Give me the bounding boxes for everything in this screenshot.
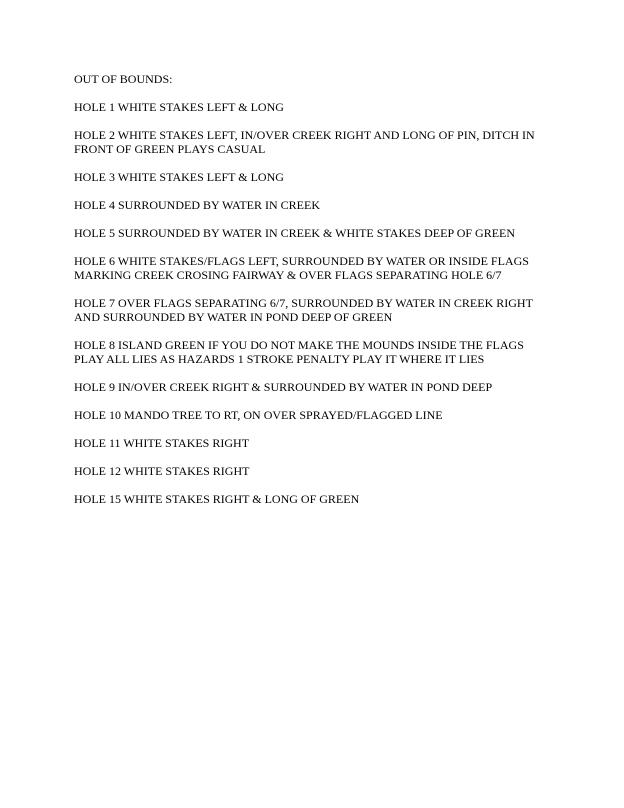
rule-text-line: HOLE 11 WHITE STAKES RIGHT [74, 436, 250, 450]
rule-text-line: HOLE 10 MANDO TREE TO RT, ON OVER SPRAYED/FLAGGED LINE [74, 408, 443, 422]
rule-text-line: HOLE 9 IN/OVER CREEK RIGHT & SURROUNDED BY WATER IN POND DEEP [74, 380, 493, 394]
document-body [74, 72, 574, 520]
rule-text-line: MARKING CREEK CROSING FAIRWAY & OVER FLAGS SEPARATING HOLE 6/7 [74, 268, 502, 282]
rules-list [74, 100, 574, 506]
rule-text-line: HOLE 2 WHITE STAKES LEFT, IN/OVER CREEK RIGHT AND LONG OF PIN, DITCH IN [74, 128, 535, 142]
page-title: OUT OF BOUNDS: [74, 72, 173, 86]
rule-text-line: AND SURROUNDED BY WATER IN POND DEEP OF GREEN [74, 310, 393, 324]
list-item [74, 380, 574, 394]
list-item [74, 226, 574, 240]
list-item [74, 100, 574, 114]
rule-text-line: HOLE 12 WHITE STAKES RIGHT [74, 464, 250, 478]
list-item [74, 464, 574, 478]
list-item [74, 296, 574, 324]
list-item [74, 170, 574, 184]
list-item [74, 338, 574, 366]
rule-text-line: PLAY ALL LIES AS HAZARDS 1 STROKE PENALTY PLAY IT WHERE IT LIES [74, 352, 485, 366]
list-item [74, 254, 574, 282]
rule-text-line: HOLE 3 WHITE STAKES LEFT & LONG [74, 170, 284, 184]
rule-text-line: HOLE 5 SURROUNDED BY WATER IN CREEK & WHITE STAKES DEEP OF GREEN [74, 226, 516, 240]
rule-text-line: HOLE 1 WHITE STAKES LEFT & LONG [74, 100, 284, 114]
rule-text-line: HOLE 7 OVER FLAGS SEPARATING 6/7, SURROUNDED BY WATER IN CREEK RIGHT [74, 296, 533, 310]
rule-text-line: HOLE 8 ISLAND GREEN IF YOU DO NOT MAKE THE MOUNDS INSIDE THE FLAGS [74, 338, 524, 352]
list-item [74, 492, 574, 506]
list-item [74, 128, 574, 156]
rule-text-line: HOLE 15 WHITE STAKES RIGHT & LONG OF GREEN [74, 492, 360, 506]
list-item [74, 408, 574, 422]
rule-text-line: HOLE 6 WHITE STAKES/FLAGS LEFT, SURROUNDED BY WATER OR INSIDE FLAGS [74, 254, 529, 268]
rule-text-line: FRONT OF GREEN PLAYS CASUAL [74, 142, 266, 156]
list-item [74, 198, 574, 212]
list-item [74, 436, 574, 450]
rule-text-line: HOLE 4 SURROUNDED BY WATER IN CREEK [74, 198, 320, 212]
